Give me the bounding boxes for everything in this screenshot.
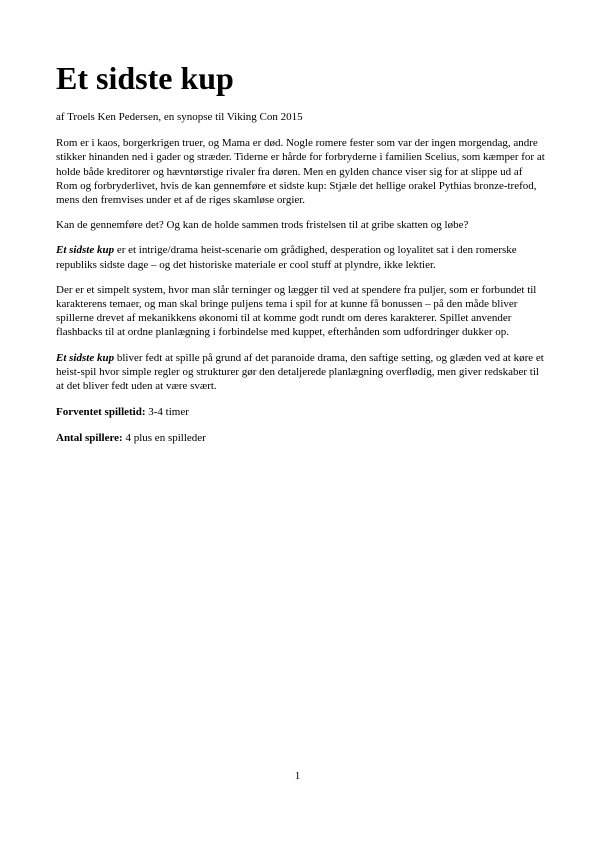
playtime-label: Forventet spilletid: xyxy=(56,406,146,419)
paragraph-intro: Rom er i kaos, borgerkrigen truer, og Mama er død. Nogle romere fester som var der ingen morgendag, andre stikker hinanden ned i gader og stræder. Tiderne er hårde for forbryderne i familien Scelius, som kæmper for at holde både kreditorer og hævntørstige rivaler fra døren. Men en gylden chance viser sig for at slippe ud af Rom og forbryderlivet, hvis de kan gennemføre et sidste kup: Stjæle det hellige orakel Pythias bronze-trefod, mens den fremvises under et af de riges skamløse orgier. xyxy=(56,137,545,207)
playtime-value: 3-4 timer xyxy=(145,406,189,419)
playtime-line xyxy=(56,405,546,419)
inline-title: Et sidste kup xyxy=(56,351,115,364)
paragraph-description xyxy=(56,243,546,271)
page-number: 1 xyxy=(294,770,301,782)
document-title: Et sidste kup xyxy=(56,60,234,96)
players-value: 4 plus en spilleder xyxy=(122,432,206,445)
paragraph-pitch xyxy=(56,351,546,394)
paragraph-description-text: er et intrige/drama heist-scenarie om grådighed, desperation og loyalitet sat i den romerske republiks sidste dage – og det historiske materiale er cool stuff at plyndre, ikke lektier. xyxy=(56,244,517,271)
inline-title: Et sidste kup xyxy=(56,244,115,257)
paragraph-question: Kan de gennemføre det? Og kan de holde sammen trods fristelsen til at gribe skatten og løbe? xyxy=(56,219,469,232)
paragraph-system: Der er et simpelt system, hvor man slår terninger og lægger til ved at spendere fra puljer, som er forbundet til karakterens temaer, og man skal bringe puljens tema i spil for at kunne få bonussen – på den måde bliver spillerne drevet af mekanikkens økonomi til at komme godt rundt om deres karakterer. Spillet anvender flashbacks til at ordne planlægning i forbindelse med kuppet, efterhånden som udfordringer dukker op. xyxy=(56,283,537,339)
document-body xyxy=(56,110,546,457)
players-line xyxy=(56,431,546,445)
paragraph-pitch-text: bliver fedt at spille på grund af det paranoide drama, den saftige setting, og glæden ved at køre et heist-spil hvor simple regler og strukturer gør den detaljerede planlægning overflødig, men giver redskaber til at det bliver fedt uden at være svært. xyxy=(56,351,544,393)
byline: af Troels Ken Pedersen, en synopse til Viking Con 2015 xyxy=(56,111,303,123)
players-label: Antal spillere: xyxy=(56,432,123,445)
